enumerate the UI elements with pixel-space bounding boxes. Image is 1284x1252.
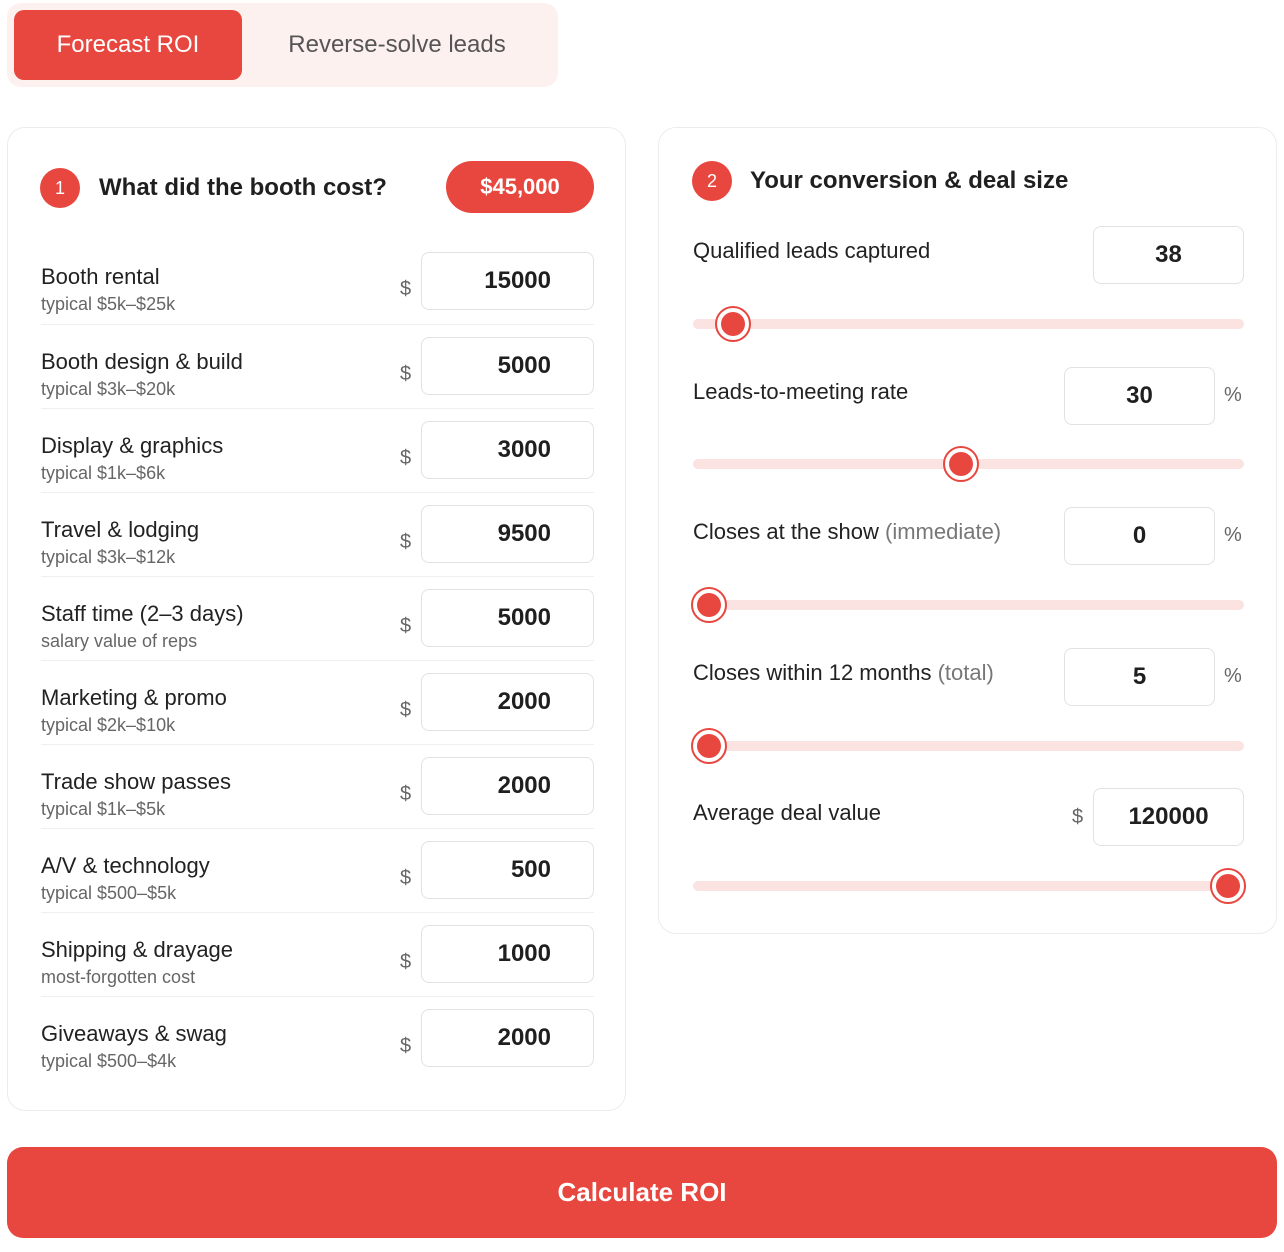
mode-tabs <box>7 3 558 87</box>
closes-12m-field <box>693 648 1244 788</box>
closes-12m-label-text: Closes within 12 months <box>693 660 932 685</box>
meeting-rate-field <box>693 367 1244 507</box>
closes-12m-label-note: (total) <box>937 660 994 685</box>
cost-input[interactable] <box>421 421 594 479</box>
cost-input[interactable] <box>421 337 594 395</box>
cost-dollar-sign: $ <box>400 278 412 300</box>
booth-cost-title: What did the booth cost? <box>99 174 387 201</box>
leads-field <box>693 226 1244 366</box>
deal-value-label: Average deal value <box>693 800 881 825</box>
closes-12m-slider-thumb[interactable] <box>691 728 727 764</box>
deal-value-dollar-sign: $ <box>1072 806 1084 828</box>
slider-thumb-dot <box>949 452 973 476</box>
cost-row <box>41 744 594 828</box>
cost-input[interactable] <box>421 252 594 310</box>
cost-dollar-sign: $ <box>400 867 412 889</box>
cost-row <box>41 492 594 576</box>
cost-label: Display & graphics <box>41 433 224 458</box>
cost-label: Booth design & build <box>41 349 243 374</box>
slider-thumb-dot <box>697 593 721 617</box>
cost-hint: typical $500–$5k <box>41 883 177 903</box>
cost-row <box>41 576 594 660</box>
meeting-rate-label: Leads-to-meeting rate <box>693 379 909 404</box>
total-cost-badge: $45,000 <box>446 161 594 213</box>
cost-input[interactable] <box>421 589 594 647</box>
tab-reverse-solve-leads[interactable]: Reverse-solve leads <box>288 31 506 58</box>
closes-show-label-text: Closes at the show <box>693 519 879 544</box>
cost-row <box>41 912 594 996</box>
cost-dollar-sign: $ <box>400 1035 412 1057</box>
deal-value-slider-thumb[interactable] <box>1210 868 1246 904</box>
leads-slider-thumb[interactable] <box>715 306 751 342</box>
calculate-roi-button[interactable]: Calculate ROI <box>7 1147 1277 1238</box>
slider-thumb-dot <box>697 734 721 758</box>
step-2-badge: 2 <box>692 161 732 201</box>
cost-input[interactable] <box>421 505 594 563</box>
cost-input[interactable] <box>421 673 594 731</box>
cost-input[interactable] <box>421 841 594 899</box>
cost-row <box>41 996 594 1080</box>
cost-dollar-sign: $ <box>400 699 412 721</box>
closes-12m-percent-sign: % <box>1224 665 1242 687</box>
cost-hint: typical $2k–$10k <box>41 715 176 735</box>
cost-hint: salary value of reps <box>41 631 198 651</box>
closes-12m-label <box>693 660 994 686</box>
conversion-card <box>658 127 1277 934</box>
closes-show-label <box>693 519 1001 545</box>
cost-row <box>41 408 594 492</box>
meeting-rate-input[interactable] <box>1064 367 1215 425</box>
closes-12m-slider-track[interactable] <box>693 741 1244 751</box>
cost-dollar-sign: $ <box>400 531 412 553</box>
closes-12m-input[interactable] <box>1064 648 1215 706</box>
leads-input[interactable] <box>1093 226 1244 284</box>
cost-label: Travel & lodging <box>41 517 200 542</box>
closes-show-field <box>693 507 1244 647</box>
slider-thumb-dot <box>1216 874 1240 898</box>
cost-hint: typical $500–$4k <box>41 1051 177 1071</box>
meeting-rate-slider-thumb[interactable] <box>943 446 979 482</box>
closes-show-slider-thumb[interactable] <box>691 587 727 623</box>
closes-show-label-note: (immediate) <box>885 519 1002 544</box>
cost-dollar-sign: $ <box>400 615 412 637</box>
cost-hint: typical $5k–$25k <box>41 294 176 314</box>
cost-hint: typical $3k–$20k <box>41 379 176 399</box>
cost-row <box>41 324 594 408</box>
cost-label: Staff time (2–3 days) <box>41 601 244 626</box>
cost-input[interactable] <box>421 757 594 815</box>
slider-thumb-dot <box>721 312 745 336</box>
meeting-rate-percent-sign: % <box>1224 384 1242 406</box>
cost-row <box>41 660 594 744</box>
deal-value-input[interactable] <box>1093 788 1244 846</box>
step-1-badge: 1 <box>40 168 80 208</box>
leads-slider-track[interactable] <box>693 319 1244 329</box>
cost-label: Booth rental <box>41 264 160 289</box>
cost-input[interactable] <box>421 925 594 983</box>
leads-label: Qualified leads captured <box>693 238 931 263</box>
cost-dollar-sign: $ <box>400 447 412 469</box>
meeting-rate-slider-track[interactable] <box>693 459 1244 469</box>
cost-label: Shipping & drayage <box>41 937 234 962</box>
cost-label: Trade show passes <box>41 769 231 794</box>
cost-label: Giveaways & swag <box>41 1021 227 1046</box>
cost-dollar-sign: $ <box>400 363 412 385</box>
conversion-title: Your conversion & deal size <box>750 167 1069 194</box>
cost-label: A/V & technology <box>41 853 210 878</box>
cost-dollar-sign: $ <box>400 951 412 973</box>
cost-input[interactable] <box>421 1009 594 1067</box>
cost-hint: typical $1k–$5k <box>41 799 166 819</box>
cost-hint: typical $1k–$6k <box>41 463 166 483</box>
deal-value-field <box>693 788 1244 928</box>
closes-show-input[interactable] <box>1064 507 1215 565</box>
cost-row <box>41 828 594 912</box>
booth-cost-card <box>7 127 626 1111</box>
cost-hint: most-forgotten cost <box>41 967 196 987</box>
cost-hint: typical $3k–$12k <box>41 547 176 567</box>
closes-show-percent-sign: % <box>1224 524 1242 546</box>
tab-forecast-roi[interactable]: Forecast ROI <box>14 10 242 80</box>
cost-dollar-sign: $ <box>400 783 412 805</box>
cost-label: Marketing & promo <box>41 685 227 710</box>
closes-show-slider-track[interactable] <box>693 600 1244 610</box>
deal-value-slider-track[interactable] <box>693 881 1244 891</box>
